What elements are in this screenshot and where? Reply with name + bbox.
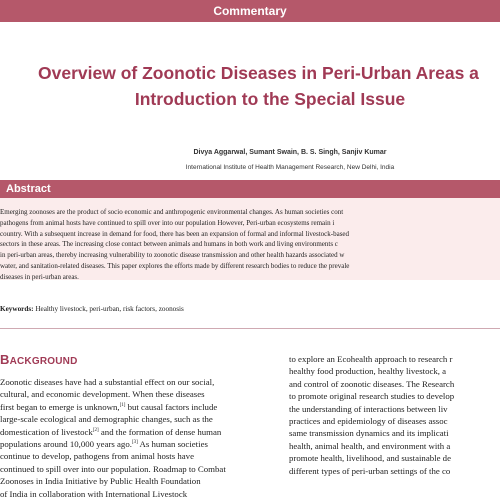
body-line: practices and epidemiology of diseases assoc <box>289 416 448 427</box>
body-line: cultural, and economic development. When these diseases <box>0 389 205 400</box>
abstract-heading <box>0 180 500 198</box>
body-text: but causal factors include <box>125 401 218 412</box>
abstract-line: Emerging zoonoses are the product of socio economic and anthropogenic environmental changes. As human societies cont <box>0 208 344 216</box>
body-line: health, animal health, and environment with a <box>289 440 451 451</box>
body-line: large-scale ecological and demographic changes, such as the <box>0 414 213 425</box>
title-line-2: Introduction to the Special Issue <box>134 89 406 109</box>
body-line: different types of peri-urban settings of the co <box>289 465 451 476</box>
body-line: Zoonotic diseases have had a substantial effect on our social, <box>0 377 215 387</box>
body-line: the understanding of interactions between liv <box>289 403 448 414</box>
abstract-line: water, and sanitation-related diseases. This paper explores the efforts made by different research bodies to reduce the prevale <box>0 261 350 270</box>
body-line: healthy food production, healthy livestock, a <box>289 366 447 377</box>
body-line <box>0 438 285 450</box>
body-line <box>0 426 285 438</box>
abstract-line: sectors in these areas. The increasing close contact between animals and humans in both work and living environments c <box>0 240 338 249</box>
abstract-body <box>0 207 500 283</box>
background-heading-cap: B <box>0 352 10 367</box>
abstract-line: pathogens from animal hosts have continued to spill over into our population However, Peri-urban ecosystems remain i <box>0 218 335 227</box>
keywords <box>0 305 184 313</box>
background-heading <box>0 352 285 367</box>
body-text: first began to emerge is unknown, <box>0 401 120 412</box>
citation-ref[interactable]: [3] <box>131 440 138 446</box>
body-line: of India in collaboration with International Livestock <box>0 488 188 499</box>
author-list: Divya Aggarwal, Sumant Swain, B. S. Singh, Sanjiv Kumar <box>193 149 387 156</box>
body-line <box>0 401 285 413</box>
title-line-1: Overview of Zoonotic Diseases in Peri-Urban Areas a <box>38 63 479 83</box>
citation-ref[interactable]: [1] <box>119 402 126 408</box>
section-label: Commentary <box>213 4 287 18</box>
body-line: and control of zoonotic diseases. The Research <box>289 378 455 389</box>
background-body <box>0 376 285 500</box>
keywords-label: Keywords: <box>0 305 34 313</box>
commentary-banner <box>0 0 500 22</box>
keywords-text: Healthy livestock, peri-urban, risk factors, zoonosis <box>33 305 184 313</box>
background-heading-rest: ACKGROUND <box>9 356 78 367</box>
body-line: promote health, livelihood, and sustainable de <box>289 453 451 464</box>
body-text: and the formation of dense human <box>98 426 222 437</box>
abstract-line: diseases in peri-urban areas. <box>0 272 79 281</box>
right-column <box>289 353 500 477</box>
body-line: same transmission dynamics and its implicati <box>289 428 449 439</box>
body-line: continue to develop, pathogens from animal hosts have <box>0 451 194 462</box>
body-line: continued to spill over into our population. Roadmap to Combat <box>0 463 226 474</box>
left-column <box>0 352 285 500</box>
abstract-line: country. With a subsequent increase in demand for food, there has been an expansion of formal and informal livestock-based <box>0 229 350 238</box>
body-text: domestication of livestock <box>0 426 93 437</box>
section-divider <box>0 328 500 329</box>
body-line: Zoonoses in India Initiative by Public Health Foundation <box>0 476 201 487</box>
body-text: populations around 10,000 years ago. <box>0 439 132 450</box>
body-text: As human societies <box>137 439 208 450</box>
affiliation: International Institute of Health Management Research, New Delhi, India <box>185 164 395 171</box>
article-title <box>0 60 500 112</box>
abstract-line: in peri-urban areas, thereby increasing vulnerability to zoonotic disease transmission and other health hazards associated w <box>0 251 345 260</box>
body-line: to explore an Ecohealth approach to research r <box>289 354 453 364</box>
citation-ref[interactable]: [2] <box>92 427 99 433</box>
abstract-heading-text: Abstract <box>6 183 51 195</box>
body-line: to promote original research studies to develop <box>289 391 455 402</box>
